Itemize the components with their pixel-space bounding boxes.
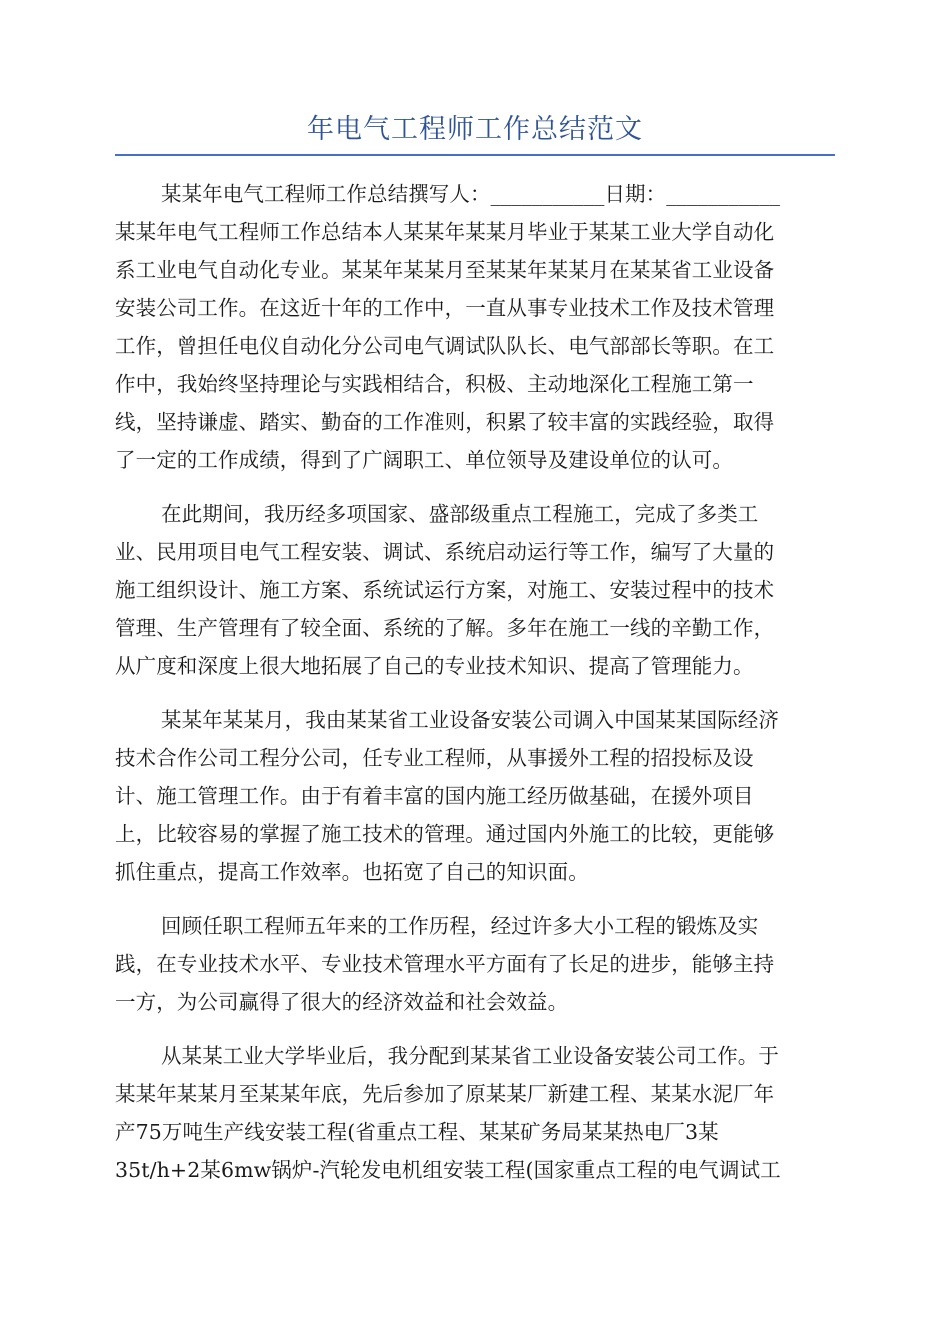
paragraph-2 xyxy=(115,495,837,685)
text-line: 施工组织设计、施工方案、系统试运行方案，对施工、安装过程中的技术 xyxy=(115,578,775,602)
paragraph-3 xyxy=(115,701,837,891)
text-line: 某某年某某月至某某年底，先后参加了原某某厂新建工程、某某水泥厂年 xyxy=(115,1082,775,1106)
text-line: 从某某工业大学毕业后，我分配到某某省工业设备安装公司工作。于 xyxy=(161,1044,779,1068)
paragraph-1 xyxy=(115,175,837,479)
title-underline xyxy=(115,154,835,156)
text-line: 工作，曾担任电仪自动化分公司电气调试队队长、电气部部长等职。在工 xyxy=(115,334,775,358)
text-line: 某某年某某月，我由某某省工业设备安装公司调入中国某某国际经济 xyxy=(161,708,779,732)
text-line: 一方，为公司赢得了很大的经济效益和社会效益。 xyxy=(115,990,569,1014)
text-line: 线，坚持谦虚、踏实、勤奋的工作准则，积累了较丰富的实践经验，取得 xyxy=(115,410,775,434)
text-line: 35t/h+2某6mw锅炉-汽轮发电机组安装工程(国家重点工程的电气调试工 xyxy=(115,1158,781,1182)
text-line: 在此期间，我历经多项国家、盛部级重点工程施工，完成了多类工 xyxy=(161,502,759,526)
text-line: 从广度和深度上很大地拓展了自己的专业技术知识、提高了管理能力。 xyxy=(115,654,754,678)
paragraph-4 xyxy=(115,907,837,1021)
text-line: 某某年电气工程师工作总结撰写人：___________日期：___________ xyxy=(161,182,781,206)
document-title: 年电气工程师工作总结范文 xyxy=(307,114,643,145)
text-line: 了一定的工作成绩，得到了广阔职工、单位领导及建设单位的认可。 xyxy=(115,448,733,472)
text-line: 系工业电气自动化专业。某某年某某月至某某年某某月在某某省工业设备 xyxy=(115,258,775,282)
text-line: 回顾任职工程师五年来的工作历程，经过许多大小工程的锻炼及实 xyxy=(161,914,759,938)
text-line: 计、施工管理工作。由于有着丰富的国内施工经历做基础，在援外项目 xyxy=(115,784,754,808)
text-line: 管理、生产管理有了较全面、系统的了解。多年在施工一线的辛勤工作， xyxy=(115,616,775,640)
text-line: 产75万吨生产线安装工程(省重点工程、某某矿务局某某热电厂3某 xyxy=(115,1120,719,1144)
text-line: 践，在专业技术水平、专业技术管理水平方面有了长足的进步，能够主持 xyxy=(115,952,775,976)
document-body xyxy=(115,175,837,1205)
text-line: 某某年电气工程师工作总结本人某某年某某月毕业于某某工业大学自动化 xyxy=(115,220,775,244)
paragraph-5 xyxy=(115,1037,837,1189)
text-line: 作中，我始终坚持理论与实践相结合，积极、主动地深化工程施工第一 xyxy=(115,372,754,396)
text-line: 抓住重点，提高工作效率。也拓宽了自己的知识面。 xyxy=(115,860,589,884)
text-line: 技术合作公司工程分公司，任专业工程师，从事援外工程的招投标及设 xyxy=(115,746,754,770)
text-line: 上，比较容易的掌握了施工技术的管理。通过国内外施工的比较，更能够 xyxy=(115,822,775,846)
text-line: 业、民用项目电气工程安装、调试、系统启动运行等工作，编写了大量的 xyxy=(115,540,775,564)
text-line: 安装公司工作。在这近十年的工作中，一直从事专业技术工作及技术管理 xyxy=(115,296,775,320)
